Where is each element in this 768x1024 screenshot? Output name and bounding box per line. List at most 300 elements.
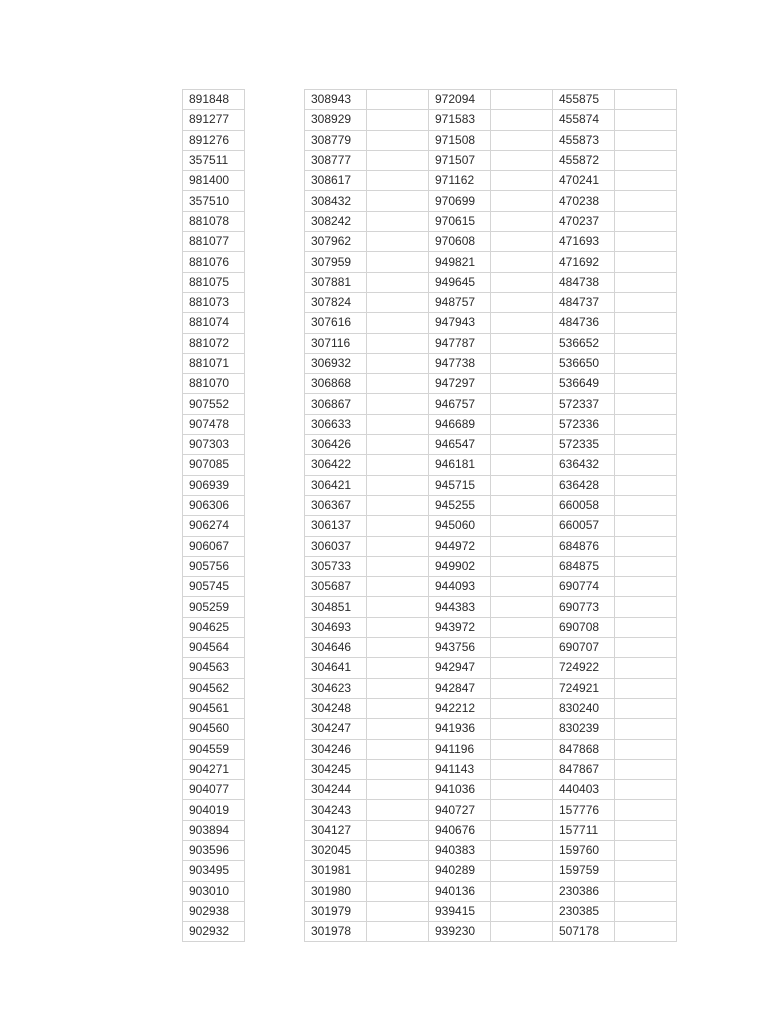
table-cell: 904562: [183, 678, 245, 698]
empty-cell: [367, 881, 429, 901]
table-cell: 470238: [553, 191, 615, 211]
table-cell: 970699: [429, 191, 491, 211]
table-cell: 455873: [553, 130, 615, 150]
table-cell: 904560: [183, 719, 245, 739]
empty-cell: [491, 820, 553, 840]
column-gap: [245, 455, 305, 475]
table-cell: 159760: [553, 840, 615, 860]
table-cell: 941143: [429, 759, 491, 779]
table-row: [183, 252, 677, 272]
table-row: [183, 617, 677, 637]
empty-cell: [615, 922, 677, 942]
column-gap: [245, 353, 305, 373]
empty-cell: [491, 861, 553, 881]
empty-cell: [491, 495, 553, 515]
table-cell: 308777: [305, 150, 367, 170]
table-row: [183, 394, 677, 414]
table-cell: 308617: [305, 171, 367, 191]
column-gap: [245, 333, 305, 353]
empty-cell: [367, 252, 429, 272]
table-cell: 944383: [429, 597, 491, 617]
empty-cell: [615, 820, 677, 840]
empty-cell: [367, 211, 429, 231]
column-gap: [245, 577, 305, 597]
table-row: [183, 759, 677, 779]
empty-cell: [367, 150, 429, 170]
empty-cell: [367, 292, 429, 312]
table-cell: 906939: [183, 475, 245, 495]
empty-cell: [615, 313, 677, 333]
table-cell: 903495: [183, 861, 245, 881]
empty-cell: [367, 617, 429, 637]
table-cell: 230385: [553, 901, 615, 921]
table-row: [183, 678, 677, 698]
empty-cell: [367, 374, 429, 394]
table-row: [183, 455, 677, 475]
empty-cell: [491, 840, 553, 860]
empty-cell: [367, 414, 429, 434]
empty-cell: [491, 658, 553, 678]
column-gap: [245, 292, 305, 312]
table-cell: 307116: [305, 333, 367, 353]
column-gap: [245, 313, 305, 333]
empty-cell: [491, 516, 553, 536]
table-cell: 940676: [429, 820, 491, 840]
column-gap: [245, 617, 305, 637]
table-cell: 847867: [553, 759, 615, 779]
empty-cell: [491, 313, 553, 333]
table-cell: 307616: [305, 313, 367, 333]
table-cell: 301981: [305, 861, 367, 881]
table-cell: 660057: [553, 516, 615, 536]
table-row: [183, 414, 677, 434]
table-cell: 970615: [429, 211, 491, 231]
empty-cell: [367, 820, 429, 840]
table-cell: 946547: [429, 435, 491, 455]
column-gap: [245, 678, 305, 698]
table-cell: 304246: [305, 739, 367, 759]
empty-cell: [615, 597, 677, 617]
empty-cell: [615, 800, 677, 820]
table-cell: 970608: [429, 232, 491, 252]
table-cell: 470237: [553, 211, 615, 231]
table-cell: 306367: [305, 495, 367, 515]
table-row: [183, 191, 677, 211]
column-gap: [245, 90, 305, 110]
table-cell: 304247: [305, 719, 367, 739]
table-cell: 306867: [305, 394, 367, 414]
empty-cell: [615, 678, 677, 698]
column-gap: [245, 394, 305, 414]
empty-cell: [615, 191, 677, 211]
table-cell: 306037: [305, 536, 367, 556]
table-cell: 903894: [183, 820, 245, 840]
empty-cell: [615, 414, 677, 434]
table-cell: 690707: [553, 638, 615, 658]
empty-cell: [367, 901, 429, 921]
table-row: [183, 658, 677, 678]
empty-cell: [367, 455, 429, 475]
table-row: [183, 840, 677, 860]
table-cell: 881075: [183, 272, 245, 292]
column-gap: [245, 881, 305, 901]
table-cell: 940289: [429, 861, 491, 881]
empty-cell: [491, 191, 553, 211]
empty-cell: [615, 130, 677, 150]
table-cell: 903596: [183, 840, 245, 860]
table-row: [183, 353, 677, 373]
empty-cell: [615, 252, 677, 272]
column-gap: [245, 252, 305, 272]
table-cell: 949645: [429, 272, 491, 292]
column-gap: [245, 374, 305, 394]
table-cell: 904563: [183, 658, 245, 678]
table-cell: 905745: [183, 577, 245, 597]
table-cell: 357510: [183, 191, 245, 211]
empty-cell: [491, 800, 553, 820]
table-cell: 301980: [305, 881, 367, 901]
table-cell: 906067: [183, 536, 245, 556]
table-cell: 308779: [305, 130, 367, 150]
table-cell: 946757: [429, 394, 491, 414]
table-cell: 306422: [305, 455, 367, 475]
empty-cell: [615, 435, 677, 455]
column-gap: [245, 922, 305, 942]
table-cell: 301978: [305, 922, 367, 942]
column-gap: [245, 435, 305, 455]
table-row: [183, 577, 677, 597]
table-cell: 847868: [553, 739, 615, 759]
table-cell: 536652: [553, 333, 615, 353]
table-cell: 306868: [305, 374, 367, 394]
table-cell: 902938: [183, 901, 245, 921]
column-gap: [245, 719, 305, 739]
empty-cell: [367, 719, 429, 739]
empty-cell: [367, 536, 429, 556]
table-row: [183, 272, 677, 292]
table-row: [183, 597, 677, 617]
empty-cell: [491, 901, 553, 921]
column-gap: [245, 191, 305, 211]
table-cell: 940383: [429, 840, 491, 860]
empty-cell: [491, 739, 553, 759]
table-cell: 947738: [429, 353, 491, 373]
table-row: [183, 901, 677, 921]
table-row: [183, 820, 677, 840]
table-row: [183, 313, 677, 333]
empty-cell: [615, 780, 677, 800]
empty-cell: [367, 698, 429, 718]
column-gap: [245, 840, 305, 860]
table-cell: 946181: [429, 455, 491, 475]
empty-cell: [615, 881, 677, 901]
empty-cell: [615, 333, 677, 353]
table-row: [183, 333, 677, 353]
table-cell: 307962: [305, 232, 367, 252]
table-cell: 905259: [183, 597, 245, 617]
empty-cell: [615, 739, 677, 759]
empty-cell: [491, 455, 553, 475]
table-cell: 304244: [305, 780, 367, 800]
table-row: [183, 130, 677, 150]
table-cell: 307881: [305, 272, 367, 292]
table-cell: 942947: [429, 658, 491, 678]
empty-cell: [491, 171, 553, 191]
table-row: [183, 780, 677, 800]
table-cell: 904564: [183, 638, 245, 658]
empty-cell: [615, 292, 677, 312]
table-row: [183, 922, 677, 942]
table-cell: 690773: [553, 597, 615, 617]
empty-cell: [615, 475, 677, 495]
empty-cell: [367, 272, 429, 292]
table-cell: 881070: [183, 374, 245, 394]
table-cell: 159759: [553, 861, 615, 881]
table-cell: 904559: [183, 739, 245, 759]
column-gap: [245, 597, 305, 617]
table-cell: 157711: [553, 820, 615, 840]
table-cell: 904019: [183, 800, 245, 820]
empty-cell: [367, 658, 429, 678]
table-cell: 939230: [429, 922, 491, 942]
column-gap: [245, 110, 305, 130]
empty-cell: [615, 536, 677, 556]
table-cell: 939415: [429, 901, 491, 921]
empty-cell: [491, 252, 553, 272]
table-cell: 945060: [429, 516, 491, 536]
table-cell: 724921: [553, 678, 615, 698]
empty-cell: [367, 313, 429, 333]
table-row: [183, 292, 677, 312]
table-row: [183, 475, 677, 495]
empty-cell: [615, 150, 677, 170]
table-cell: 305733: [305, 556, 367, 576]
table-cell: 949902: [429, 556, 491, 576]
number-table-body: [183, 90, 677, 942]
empty-cell: [615, 171, 677, 191]
table-row: [183, 90, 677, 110]
table-cell: 947943: [429, 313, 491, 333]
table-row: [183, 374, 677, 394]
table-cell: 881074: [183, 313, 245, 333]
table-cell: 724922: [553, 658, 615, 678]
table-cell: 943972: [429, 617, 491, 637]
column-gap: [245, 780, 305, 800]
table-cell: 684875: [553, 556, 615, 576]
table-cell: 949821: [429, 252, 491, 272]
empty-cell: [491, 211, 553, 231]
table-cell: 302045: [305, 840, 367, 860]
empty-cell: [367, 516, 429, 536]
table-cell: 471692: [553, 252, 615, 272]
number-table: [182, 89, 677, 942]
table-cell: 304646: [305, 638, 367, 658]
table-cell: 636432: [553, 455, 615, 475]
column-gap: [245, 861, 305, 881]
column-gap: [245, 638, 305, 658]
table-cell: 945715: [429, 475, 491, 495]
column-gap: [245, 475, 305, 495]
table-cell: 684876: [553, 536, 615, 556]
empty-cell: [367, 333, 429, 353]
empty-cell: [367, 577, 429, 597]
table-cell: 507178: [553, 922, 615, 942]
table-row: [183, 698, 677, 718]
table-cell: 301979: [305, 901, 367, 921]
table-cell: 306426: [305, 435, 367, 455]
empty-cell: [367, 90, 429, 110]
column-gap: [245, 150, 305, 170]
column-gap: [245, 414, 305, 434]
table-row: [183, 150, 677, 170]
table-cell: 906306: [183, 495, 245, 515]
table-row: [183, 638, 677, 658]
table-row: [183, 800, 677, 820]
table-row: [183, 556, 677, 576]
table-cell: 304641: [305, 658, 367, 678]
column-gap: [245, 516, 305, 536]
empty-cell: [491, 678, 553, 698]
table-row: [183, 171, 677, 191]
empty-cell: [615, 110, 677, 130]
table-row: [183, 232, 677, 252]
empty-cell: [491, 759, 553, 779]
empty-cell: [491, 536, 553, 556]
empty-cell: [615, 394, 677, 414]
table-cell: 881073: [183, 292, 245, 312]
table-cell: 907303: [183, 435, 245, 455]
table-cell: 943756: [429, 638, 491, 658]
empty-cell: [367, 556, 429, 576]
table-cell: 907552: [183, 394, 245, 414]
table-cell: 536649: [553, 374, 615, 394]
empty-cell: [367, 394, 429, 414]
empty-cell: [367, 759, 429, 779]
table-cell: 304851: [305, 597, 367, 617]
empty-cell: [367, 232, 429, 252]
table-cell: 907085: [183, 455, 245, 475]
empty-cell: [615, 577, 677, 597]
table-cell: 572335: [553, 435, 615, 455]
table-cell: 304243: [305, 800, 367, 820]
table-cell: 484737: [553, 292, 615, 312]
empty-cell: [491, 881, 553, 901]
column-gap: [245, 211, 305, 231]
table-cell: 881076: [183, 252, 245, 272]
column-gap: [245, 232, 305, 252]
empty-cell: [367, 597, 429, 617]
table-cell: 470241: [553, 171, 615, 191]
empty-cell: [367, 780, 429, 800]
column-gap: [245, 495, 305, 515]
empty-cell: [367, 861, 429, 881]
table-cell: 306633: [305, 414, 367, 434]
table-cell: 440403: [553, 780, 615, 800]
table-cell: 907478: [183, 414, 245, 434]
empty-cell: [615, 698, 677, 718]
table-cell: 572336: [553, 414, 615, 434]
empty-cell: [491, 414, 553, 434]
table-cell: 906274: [183, 516, 245, 536]
empty-cell: [491, 374, 553, 394]
table-cell: 948757: [429, 292, 491, 312]
table-cell: 881078: [183, 211, 245, 231]
table-cell: 891848: [183, 90, 245, 110]
empty-cell: [615, 374, 677, 394]
empty-cell: [491, 272, 553, 292]
empty-cell: [367, 435, 429, 455]
empty-cell: [615, 556, 677, 576]
empty-cell: [367, 922, 429, 942]
column-gap: [245, 272, 305, 292]
empty-cell: [491, 922, 553, 942]
column-gap: [245, 901, 305, 921]
table-row: [183, 211, 677, 231]
empty-cell: [615, 840, 677, 860]
empty-cell: [615, 90, 677, 110]
empty-cell: [367, 495, 429, 515]
column-gap: [245, 556, 305, 576]
table-cell: 891276: [183, 130, 245, 150]
table-cell: 942212: [429, 698, 491, 718]
empty-cell: [367, 475, 429, 495]
empty-cell: [491, 597, 553, 617]
empty-cell: [491, 698, 553, 718]
table-cell: 981400: [183, 171, 245, 191]
column-gap: [245, 536, 305, 556]
table-cell: 947297: [429, 374, 491, 394]
empty-cell: [491, 780, 553, 800]
table-cell: 905756: [183, 556, 245, 576]
empty-cell: [615, 232, 677, 252]
table-cell: 881072: [183, 333, 245, 353]
empty-cell: [491, 617, 553, 637]
table-cell: 881077: [183, 232, 245, 252]
empty-cell: [615, 658, 677, 678]
empty-cell: [491, 333, 553, 353]
empty-cell: [615, 272, 677, 292]
table-row: [183, 495, 677, 515]
table-cell: 304248: [305, 698, 367, 718]
empty-cell: [491, 130, 553, 150]
table-cell: 941036: [429, 780, 491, 800]
empty-cell: [615, 211, 677, 231]
empty-cell: [491, 435, 553, 455]
column-gap: [245, 820, 305, 840]
table-cell: 940727: [429, 800, 491, 820]
empty-cell: [615, 719, 677, 739]
table-cell: 830239: [553, 719, 615, 739]
table-cell: 304623: [305, 678, 367, 698]
table-cell: 944093: [429, 577, 491, 597]
table-cell: 307824: [305, 292, 367, 312]
table-cell: 941196: [429, 739, 491, 759]
table-cell: 904271: [183, 759, 245, 779]
empty-cell: [491, 353, 553, 373]
column-gap: [245, 658, 305, 678]
table-cell: 304245: [305, 759, 367, 779]
empty-cell: [615, 455, 677, 475]
table-cell: 308432: [305, 191, 367, 211]
table-cell: 306137: [305, 516, 367, 536]
table-cell: 484738: [553, 272, 615, 292]
table-row: [183, 861, 677, 881]
table-cell: 690774: [553, 577, 615, 597]
table-cell: 536650: [553, 353, 615, 373]
table-cell: 972094: [429, 90, 491, 110]
empty-cell: [367, 353, 429, 373]
table-cell: 306421: [305, 475, 367, 495]
